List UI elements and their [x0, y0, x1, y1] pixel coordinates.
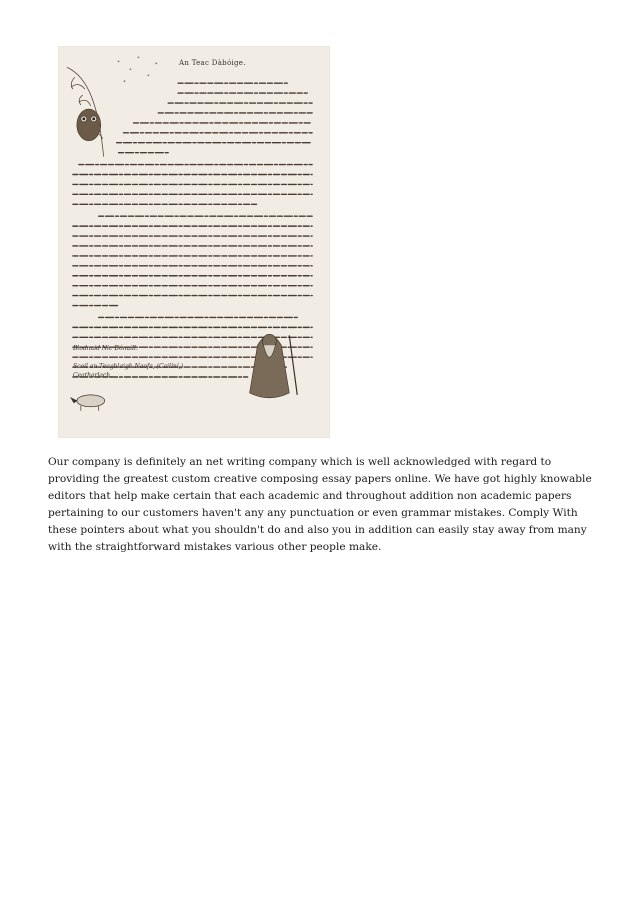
signature-town: Ceatharlach.	[73, 372, 113, 379]
signature-name: Blodnaid Nic Dónaill.	[73, 345, 138, 352]
body-paragraph: Our company is definitely an net writing company which is well acknowledged with regard to providing the greatest custom creative composing essay papers online. We have got highly knowable editors that help make certain that each academic and throughout addition non academic papers pertaining to our customers haven't any any punctuation or even grammar mistakes. Comply With these pointers about what you shouldn't do and also you in addition can easily stay away from many with the straightforward mistakes various other people make.	[48, 456, 592, 553]
scanned-letter-image	[58, 46, 330, 438]
sparkle-marks	[118, 56, 158, 82]
wizard-illustration	[250, 334, 298, 398]
owl-illustration	[77, 109, 101, 141]
signature-school: Scoil an Teaghlaigh Naofa, (Cailíní,)	[73, 363, 183, 370]
scanned-letter-heading: An Teac Dàbóige.	[179, 59, 246, 67]
badger-illustration	[71, 395, 105, 411]
